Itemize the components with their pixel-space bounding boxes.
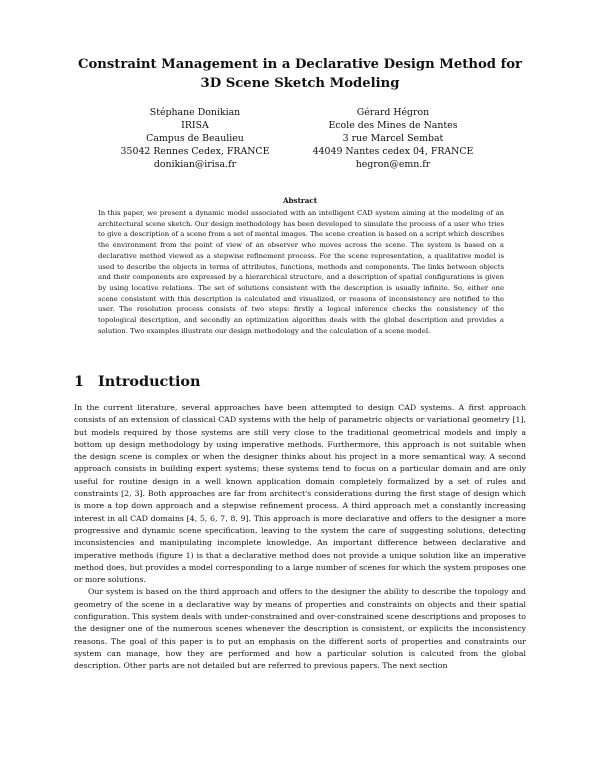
author-address-line-1: Campus de Beaulieu <box>146 133 244 144</box>
section-heading <box>74 373 200 390</box>
author-email: donikian@irisa.fr <box>153 159 237 170</box>
author-affiliation: Ecole des Mines de Nantes <box>328 120 458 131</box>
author-email: hegron@emn.fr <box>355 159 431 170</box>
author-1 <box>100 106 290 171</box>
abstract-text: In this paper, we present a dynamic model associated with an intelligent CAD system aiming at the modeling of an architectural scene sketch. Our design methodology has been developed to simulate the process of a user who tries to give a description of a scene from a set of mental images. The scene creation is based on a script which describes the environment from the point of view of an observer who moves across the scene. The system is based on a declarative method viewed as a stepwise refinement process. For the scene representation, a qualitative model is used to describe the objects in terms of attributes, functions, methods and components. The links between objects and their components are expressed by a hierarchical structure, and a description of spatial configurations is given by using locative relations. The set of solutions consistent with the description is usually infinite. So, either one scene consistent with this description is calculated and visualized, or reasons of inconsistency are notified to the user. The resolution process consists of two steps: firstly a logical inference checks the consistency of the topological description, and secondly an optimization algorithm deals with the global description and provides a solution. Two examples illustrate our design methodology and the calculation of a scene model. <box>98 209 504 335</box>
paper-title <box>60 55 540 93</box>
paragraph: Our system is based on the third approach and offers to the designer the ability to describe the topology and geometry of the scene in a declarative way by means of properties and constraints on objects and their spatial configuration. This system deals with under-constrained and over-constrained scene descriptions and proposes to the designer one of the numerous scenes whenever the description is consistent, or explicits the inconsistency reasons. The goal of this paper is to put an emphasis on the different sorts of properties and constraints our system can manage, how they are performed and how a particular solution is calcuted from the global description. Other parts are not detailed but are referred to previous papers. The next section <box>74 587 526 671</box>
author-address-line-2: 35042 Rennes Cedex, FRANCE <box>120 146 270 157</box>
paragraph: In the current literature, several approaches have been attempted to design CAD systems. A first approach consists of an extension of classical CAD systems with the help of parametric objects or variational geometry [1], but models required by those systems are still very close to the traditional geometrical models and imply a bottom up design methodology by using imperative methods. Furthermore, this approach is not suitable when the design scene is complex or when the designer thinks about his project in a more semantical way. A second approach consists in building expert systems; these systems tend to focus on a particular domain and are only useful for routine design in a well known application domain completely formalized by a set of rules and constraints [2, 3]. Both approaches are far from architect's considerations during the first stage of design which is more a top down approach and a stepwise refinement process. A third approach met a constantly increasing interest in all CAD domains [4, 5, 6, 7, 8, 9]. This approach is more declarative and offers to the designer a more progressive and dynamic scene specification, leaving to the system the care of suggesting solutions, detecting inconsistencies and manipulating incomplete knowledge. An important difference between declarative and imperative methods (figure 1) is that a declarative method does not provide a unique solution like an imperative method does, but provides a model corresponding to a large number of scenes for which the system proposes one or more solutions. <box>74 403 526 585</box>
introduction-body <box>74 402 526 673</box>
author-2 <box>298 106 488 171</box>
section-number: 1 <box>74 373 85 390</box>
section-title: Introduction <box>98 373 201 390</box>
author-address-line-1: 3 rue Marcel Sembat <box>342 133 444 144</box>
author-name: Gérard Hégron <box>356 107 430 118</box>
author-affiliation: IRISA <box>181 120 209 131</box>
abstract-heading: Abstract <box>282 196 318 205</box>
author-address-line-2: 44049 Nantes cedex 04, FRANCE <box>312 146 474 157</box>
author-name: Stéphane Donikian <box>149 107 241 118</box>
title-line-2: 3D Scene Sketch Modeling <box>200 76 400 91</box>
title-line-1: Constraint Management in a Declarative Design Method for <box>78 57 522 72</box>
